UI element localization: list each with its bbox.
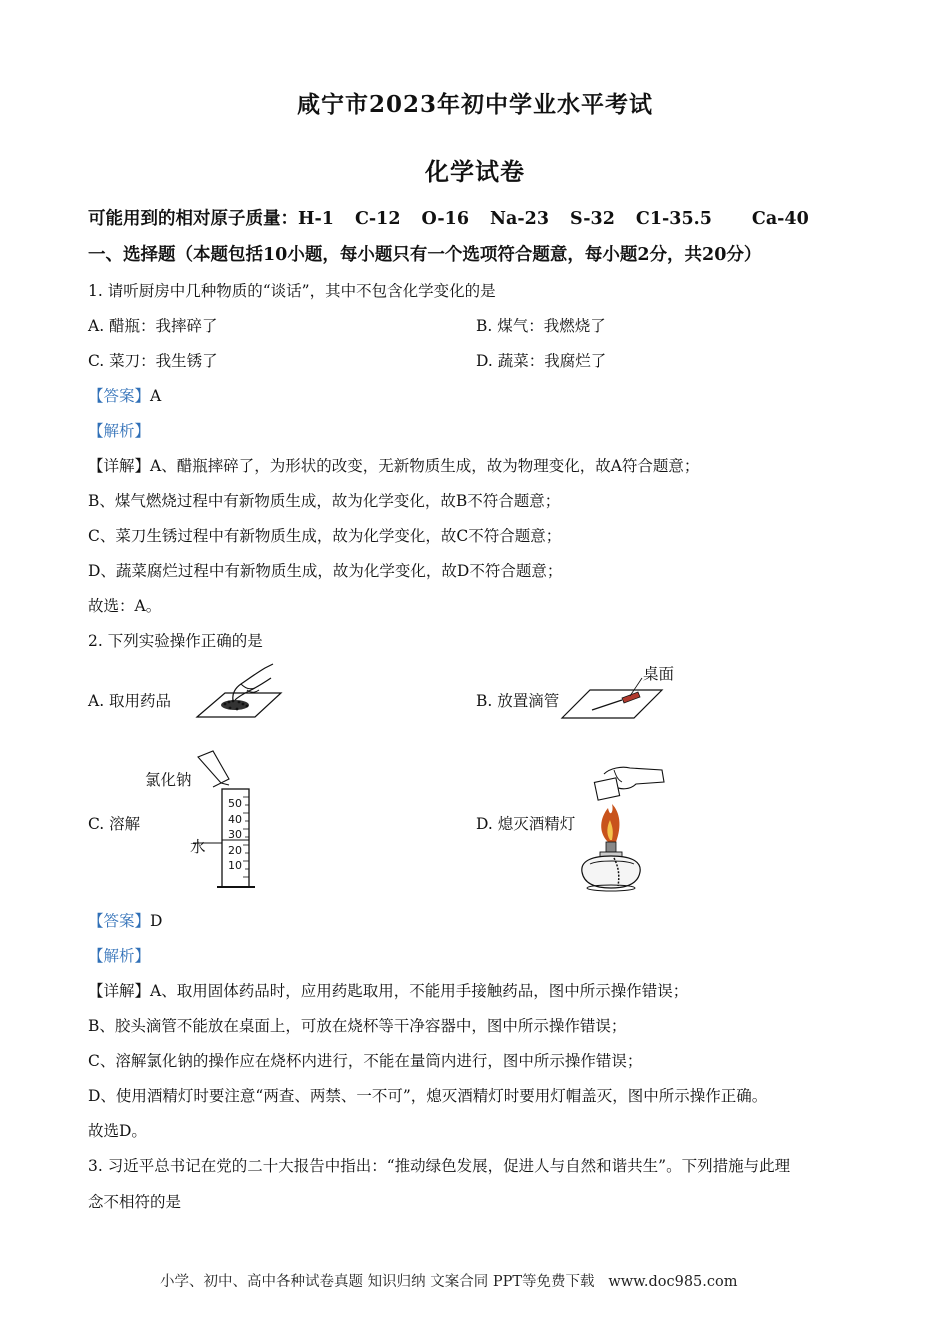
analysis-tag: 【解析】 bbox=[88, 947, 151, 965]
atomic-mass-item: Ca-40 bbox=[751, 209, 809, 229]
detail-line: B、胶头滴管不能放在桌面上，可放在烧杯等干净容器中，图中所示操作错误； bbox=[88, 1017, 627, 1035]
atomic-mass-item: C-12 bbox=[354, 209, 401, 229]
answer-value: A bbox=[150, 387, 162, 405]
answer-line bbox=[88, 384, 161, 406]
footer-url[interactable]: www.doc985.com bbox=[608, 1274, 738, 1290]
atomic-mass-item: C1-35.5 bbox=[635, 209, 712, 229]
detail-line: D、蔬菜腐烂过程中有新物质生成，故为化学变化，故D不符合题意； bbox=[88, 562, 563, 580]
cylinder-tick-label: 20 bbox=[228, 843, 242, 857]
cylinder-tick-label: 10 bbox=[228, 859, 242, 872]
answer-tag: 【答案】 bbox=[88, 912, 151, 930]
option-a: A. 醋瓶：我摔碎了 bbox=[88, 317, 218, 335]
cylinder-tick-label: 50 bbox=[228, 797, 242, 810]
cylinder-scale bbox=[228, 796, 242, 874]
atomic-mass-item: S-32 bbox=[570, 209, 615, 229]
exam-subtitle: 化学试卷 bbox=[425, 157, 525, 186]
atomic-mass-line bbox=[88, 205, 809, 230]
detail-line: B、煤气燃烧过程中有新物质生成，故为化学变化，故B不符合题意； bbox=[88, 492, 561, 510]
option-c: C. 溶解 bbox=[88, 815, 141, 833]
question-stem: 1. 请听厨房中几种物质的“谈话”，其中不包含化学变化的是 bbox=[88, 282, 496, 300]
question-stem: 2. 下列实验操作正确的是 bbox=[88, 632, 263, 650]
option-d: D. 蔬菜：我腐烂了 bbox=[476, 352, 607, 370]
detail-line: 故选：A。 bbox=[88, 597, 162, 615]
cylinder-tick-label: 30 bbox=[228, 828, 242, 841]
exam-title: 咸宁市2023年初中学业水平考试 bbox=[296, 91, 653, 118]
alcohol-lamp-figure bbox=[570, 760, 680, 895]
detail-line: C、溶解氯化钠的操作应在烧杯内进行，不能在量筒内进行，图中所示操作错误； bbox=[88, 1052, 643, 1070]
question-stem-continued: 念不相符的是 bbox=[88, 1193, 182, 1211]
desk-label: 桌面 bbox=[643, 665, 675, 683]
detail-line: C、菜刀生锈过程中有新物质生成，故为化学变化，故C不符合题意； bbox=[88, 527, 562, 545]
section-heading: 一、选择题（本题包括10小题，每小题只有一个选项符合题意，每小题2分，共20分） bbox=[88, 245, 762, 265]
detail-text: A、取用固体药品时，应用药匙取用，不能用手接触药品，图中所示操作错误； bbox=[150, 982, 689, 1000]
detail-line bbox=[88, 979, 688, 1001]
detail-tag: 【详解】 bbox=[88, 457, 151, 475]
detail-line: D、使用酒精灯时要注意“两查、两禁、一不可”，熄灭酒精灯时要用灯帽盖灭，图中所示操作正确。 bbox=[88, 1087, 768, 1105]
answer-value: D bbox=[150, 912, 163, 930]
water-label: 水 bbox=[190, 838, 206, 856]
detail-tag: 【详解】 bbox=[88, 982, 151, 1000]
atomic-mass-item: O-16 bbox=[421, 209, 470, 229]
page-footer bbox=[160, 1270, 737, 1291]
hand-taking-chemical-figure bbox=[185, 660, 285, 720]
option-d: D. 熄灭酒精灯 bbox=[476, 815, 576, 833]
question-stem: 3. 习近平总书记在党的二十大报告中指出：“推动绿色发展，促进人与自然和谐共生”。下列措施与此理 bbox=[88, 1157, 791, 1175]
answer-line bbox=[88, 909, 162, 931]
atomic-mass-item: H-1 bbox=[298, 209, 334, 229]
option-b: B. 煤气：我燃烧了 bbox=[476, 317, 606, 335]
option-a: A. 取用药品 bbox=[88, 692, 172, 710]
detail-line: 故选D。 bbox=[88, 1122, 147, 1140]
atomic-mass-item: Na-23 bbox=[490, 209, 549, 229]
detail-line bbox=[88, 454, 699, 476]
nacl-label: 氯化钠 bbox=[145, 771, 192, 789]
cylinder-tick-label: 40 bbox=[228, 812, 242, 826]
footer-text: 小学、初中、高中各种试卷真题 知识归纳 文案合同 PPT等免费下载 bbox=[160, 1274, 595, 1290]
option-c: C. 菜刀：我生锈了 bbox=[88, 352, 218, 370]
answer-tag: 【答案】 bbox=[88, 387, 151, 405]
atomic-mass-label: 可能用到的相对原子质量： bbox=[88, 209, 298, 229]
detail-text: A、醋瓶摔碎了，为形状的改变，无新物质生成，故为物理变化，故A符合题意； bbox=[150, 457, 700, 475]
analysis-tag: 【解析】 bbox=[88, 422, 151, 440]
option-b: B. 放置滴管 bbox=[476, 692, 560, 710]
